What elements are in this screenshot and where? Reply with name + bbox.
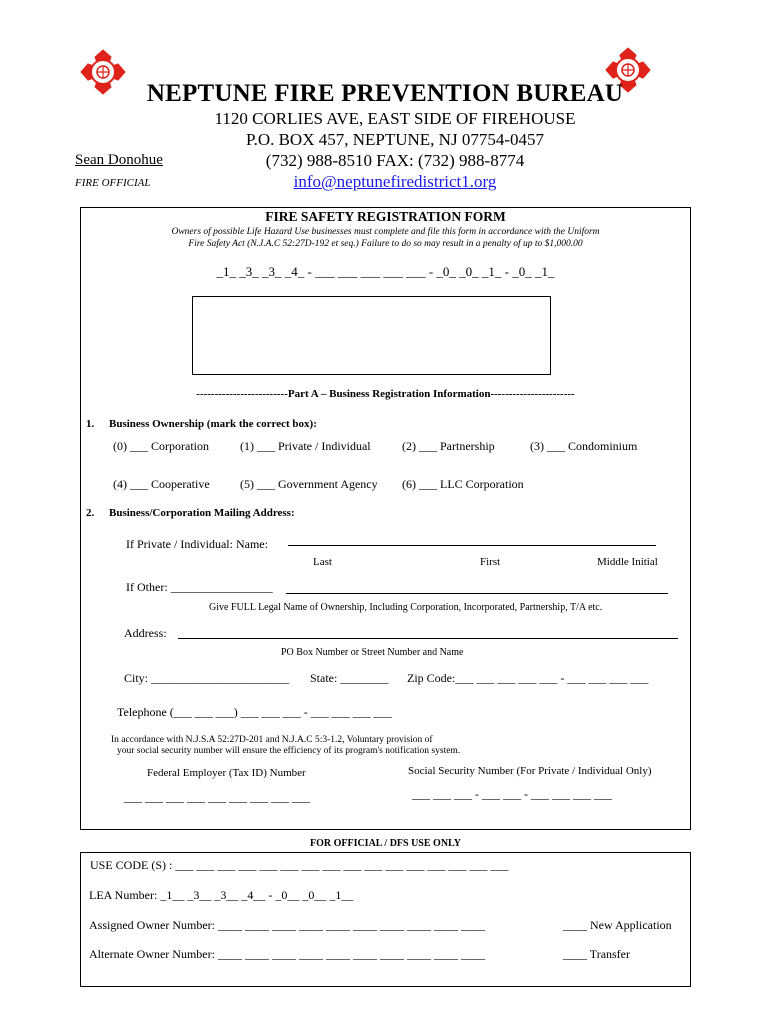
address-line-1: 1120 CORLIES AVE, EAST SIDE OF FIREHOUSE xyxy=(214,109,576,128)
address-field[interactable] xyxy=(178,638,678,639)
q1-number: 1. xyxy=(86,418,95,430)
email-link[interactable]: info@neptunefiredistrict1.org xyxy=(293,172,497,191)
option-cooperative[interactable]: (4) ___ Cooperative xyxy=(113,477,210,491)
city-field[interactable]: City: _______________________ xyxy=(124,671,290,685)
official-title: FIRE OFFICIAL xyxy=(75,177,151,189)
ssn-label: Social Security Number (For Private / Individual Only) xyxy=(408,765,652,777)
option-corporation[interactable]: (0) ___ Corporation xyxy=(113,439,209,453)
q1-label: Business Ownership (mark the correct box): xyxy=(109,418,317,430)
registration-id-number: _1_ _3_ _3_ _4_ - ___ ___ ___ ___ ___ - _0_ _0_ _1_ - _0_ _1_ xyxy=(216,264,555,279)
zip-code-field[interactable]: Zip Code:___ ___ ___ ___ ___ - ___ ___ ___ ___ xyxy=(407,671,649,685)
form-notice-line-1: Owners of possible Life Hazard Use businesses must complete and file this form in accordance with the Uniform xyxy=(171,227,600,237)
address-line-2: P.O. BOX 457, NEPTUNE, NJ 07754-0457 xyxy=(246,130,544,149)
state-field[interactable]: State: ________ xyxy=(310,671,389,685)
part-a-header: -------------------------Part A – Business Registration Information----------------------- xyxy=(196,388,575,400)
new-application-option[interactable]: ____ New Application xyxy=(563,918,672,932)
private-name-field[interactable] xyxy=(288,545,656,546)
telephone-field[interactable]: Telephone (___ ___ ___) ___ ___ ___ - ___ ___ ___ ___ xyxy=(117,705,392,719)
if-other-label: If Other: _________________ xyxy=(126,580,273,594)
name-last-caption: Last xyxy=(313,556,332,568)
option-private-individual[interactable]: (1) ___ Private / Individual xyxy=(240,439,371,453)
name-middle-caption: Middle Initial xyxy=(597,556,658,568)
phone-fax-line: (732) 988-8510 FAX: (732) 988-8774 xyxy=(265,151,525,170)
address-label: Address: xyxy=(124,626,167,640)
q2-number: 2. xyxy=(86,507,95,519)
q2-label: Business/Corporation Mailing Address: xyxy=(109,507,295,519)
alternate-owner-number-field[interactable]: Alternate Owner Number: ____ ____ ____ ____ ____ ____ ____ ____ ____ ____ xyxy=(89,947,485,961)
fein-field[interactable]: ___ ___ ___ ___ ___ ___ ___ ___ ___ xyxy=(124,790,310,804)
form-notice-line-2: Fire Safety Act (N.J.A.C 52:27D-192 et seq.) Failure to do so may result in a penalty of up to $1,000.00 xyxy=(188,239,583,249)
option-condominium[interactable]: (3) ___ Condominium xyxy=(530,439,638,453)
form-title: FIRE SAFETY REGISTRATION FORM xyxy=(265,209,506,224)
bureau-title: NEPTUNE FIRE PREVENTION BUREAU xyxy=(146,80,624,107)
option-llc-corporation[interactable]: (6) ___ LLC Corporation xyxy=(402,477,524,491)
private-name-label: If Private / Individual: Name: xyxy=(126,537,268,551)
ssn-field[interactable]: ___ ___ ___ - ___ ___ - ___ ___ ___ ___ xyxy=(412,787,612,801)
barcode-box xyxy=(192,296,551,375)
if-other-field[interactable] xyxy=(286,593,668,594)
lea-number-field: LEA Number: _1__ _3__ _3__ _4__ - _0__ _0__ _1__ xyxy=(89,888,354,902)
assigned-owner-number-field[interactable]: Assigned Owner Number: ____ ____ ____ ____ ____ ____ ____ ____ ____ ____ xyxy=(89,918,485,932)
use-code-field[interactable]: USE CODE (S) : ___ ___ ___ ___ ___ ___ ___ ___ ___ ___ ___ ___ ___ ___ ___ ___ xyxy=(90,858,509,872)
official-use-header: FOR OFFICIAL / DFS USE ONLY xyxy=(309,838,462,849)
fein-label: Federal Employer (Tax ID) Number xyxy=(147,767,306,779)
option-partnership[interactable]: (2) ___ Partnership xyxy=(402,439,495,453)
privacy-notice-line-1: In accordance with N.J.S.A 52:27D-201 and N.J.A.C 5:3-1.2, Voluntary provision of xyxy=(111,735,433,745)
transfer-option[interactable]: ____ Transfer xyxy=(563,947,631,961)
official-name: Sean Donohue xyxy=(75,152,163,168)
legal-name-hint: Give FULL Legal Name of Ownership, Including Corporation, Incorporated, Partnership, T/A etc. xyxy=(209,602,603,613)
address-hint: PO Box Number or Street Number and Name xyxy=(281,647,464,658)
privacy-notice-line-2: your social security number will ensure the efficiency of its program's notification system. xyxy=(117,746,461,756)
option-government-agency[interactable]: (5) ___ Government Agency xyxy=(240,477,378,491)
name-first-caption: First xyxy=(480,556,501,568)
